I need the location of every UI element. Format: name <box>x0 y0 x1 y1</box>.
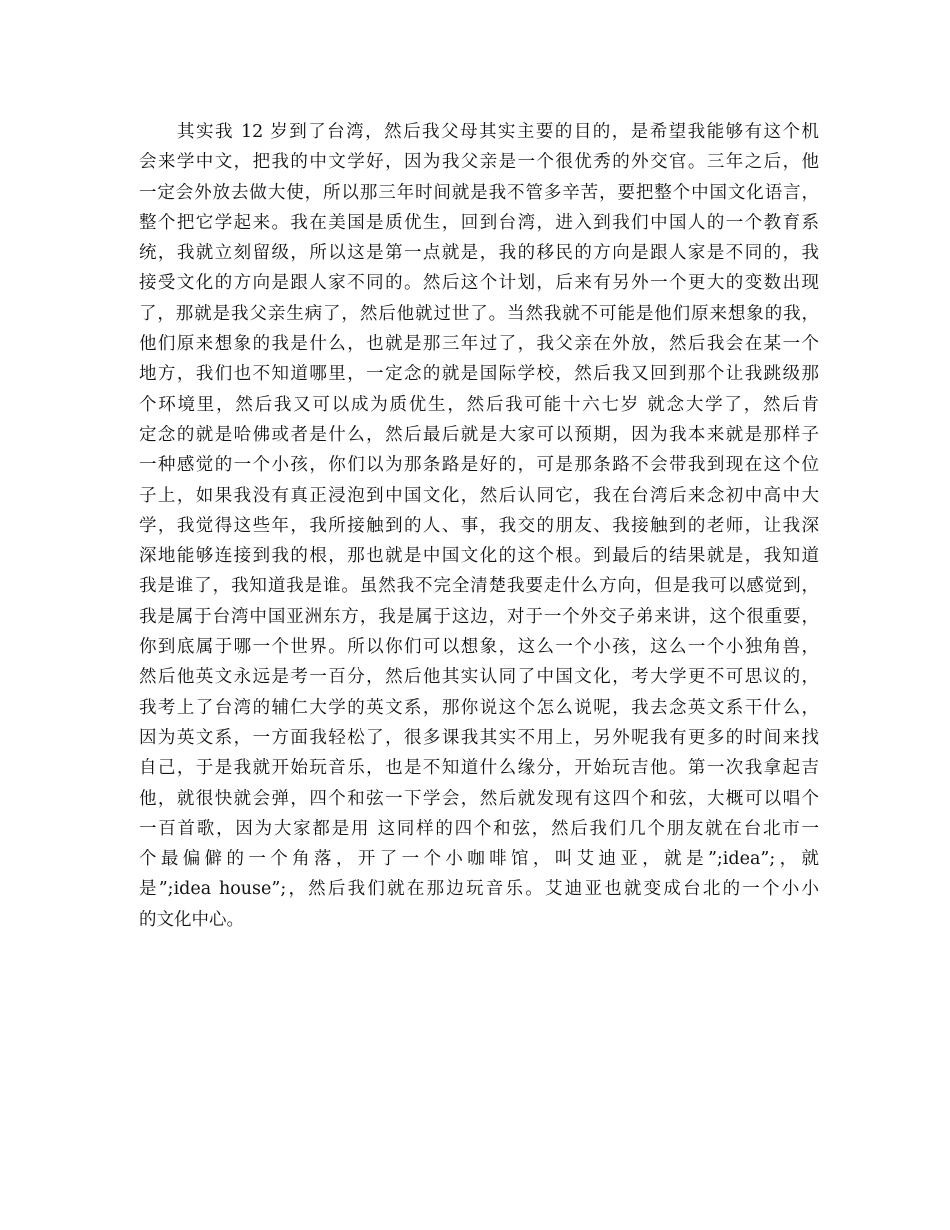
paragraph-line: 你到底属于哪一个世界。所以你们可以想象，这么一个小孩，这么一个小独角兽， <box>139 637 819 658</box>
paragraph-line: 学，我觉得这些年，我所接触到的人、事，我交的朋友、我接触到的老师，让我深 <box>139 515 819 536</box>
paragraph-line: 会来学中文，把我的中文学好，因为我父亲是一个很优秀的外交官。三年之后，他 <box>139 152 819 173</box>
paragraph-line: 我是属于台湾中国亚洲东方，我是属于这边，对于一个外交子弟来讲，这个很重要， <box>139 606 819 627</box>
paragraph-line: 了，那就是我父亲生病了，然后他就过世了。当然我就不可能是他们原来想象的我， <box>139 303 819 324</box>
paragraph-line: 自己，于是我就开始玩音乐，也是不知道什么缘分，开始玩吉他。第一次我拿起吉 <box>139 758 819 779</box>
paragraph-line: 接受文化的方向是跟人家不同的。然后这个计划，后来有另外一个更大的变数出现 <box>139 273 819 294</box>
paragraph-line: 我考上了台湾的辅仁大学的英文系，那你说这个怎么说呢，我去念英文系干什么， <box>139 697 819 718</box>
paragraph-line: 我是谁了，我知道我是谁。虽然我不完全清楚我要走什么方向，但是我可以感觉到， <box>139 576 819 597</box>
paragraph-line: 然后他英文永远是考一百分，然后他其实认同了中国文化，考大学更不可思议的， <box>139 667 819 688</box>
paragraph-line: 地方，我们也不知道哪里，一定念的就是国际学校，然后我又回到那个让我跳级那 <box>139 364 819 385</box>
paragraph-line: 整个把它学起来。我在美国是质优生，回到台湾，进入到我们中国人的一个教育系 <box>139 212 819 233</box>
paragraph-line: 个最偏僻的一个角落，开了一个小咖啡馆，叫艾迪亚，就是”;idea”;，就 <box>139 849 819 870</box>
paragraph-line: 他们原来想象的我是什么，也就是那三年过了，我父亲在外放，然后我会在某一个 <box>139 334 819 355</box>
paragraph-line: 一定会外放去做大使，所以那三年时间就是我不管多辛苦，要把整个中国文化语言， <box>139 182 819 203</box>
paragraph-line: 子上，如果我没有真正浸泡到中国文化，然后认同它，我在台湾后来念初中高中大 <box>139 485 819 506</box>
paragraph-line: 统，我就立刻留级，所以这是第一点就是，我的移民的方向是跟人家是不同的，我 <box>139 243 819 264</box>
paragraph-line: 一百首歌，因为大家都是用 这同样的四个和弦，然后我们几个朋友就在台北市一 <box>139 818 819 839</box>
paragraph-line: 的文化中心。 <box>139 909 244 930</box>
paragraph-line: 因为英文系，一方面我轻松了，很多课我其实不用上，另外呢我有更多的时间来找 <box>139 727 819 748</box>
body-paragraph <box>139 117 819 935</box>
paragraph-line: 其实我 12 岁到了台湾，然后我父母其实主要的目的，是希望我能够有这个机 <box>177 122 819 142</box>
paragraph-line: 深地能够连接到我的根，那也就是中国文化的这个根。到最后的结果就是，我知道 <box>139 546 819 567</box>
paragraph-line: 是”;idea house”;，然后我们就在那边玩音乐。艾迪亚也就变成台北的一个小小 <box>139 879 819 900</box>
paragraph-line: 一种感觉的一个小孩，你们以为那条路是好的，可是那条路不会带我到现在这个位 <box>139 455 819 476</box>
paragraph-line: 定念的就是哈佛或者是什么，然后最后就是大家可以预期，因为我本来就是那样子 <box>139 424 819 445</box>
paragraph-line: 他，就很快就会弹，四个和弦一下学会，然后就发现有这四个和弦，大概可以唱个 <box>139 788 819 809</box>
paragraph-line: 个环境里，然后我又可以成为质优生，然后我可能十六七岁 就念大学了，然后肯 <box>139 394 819 415</box>
